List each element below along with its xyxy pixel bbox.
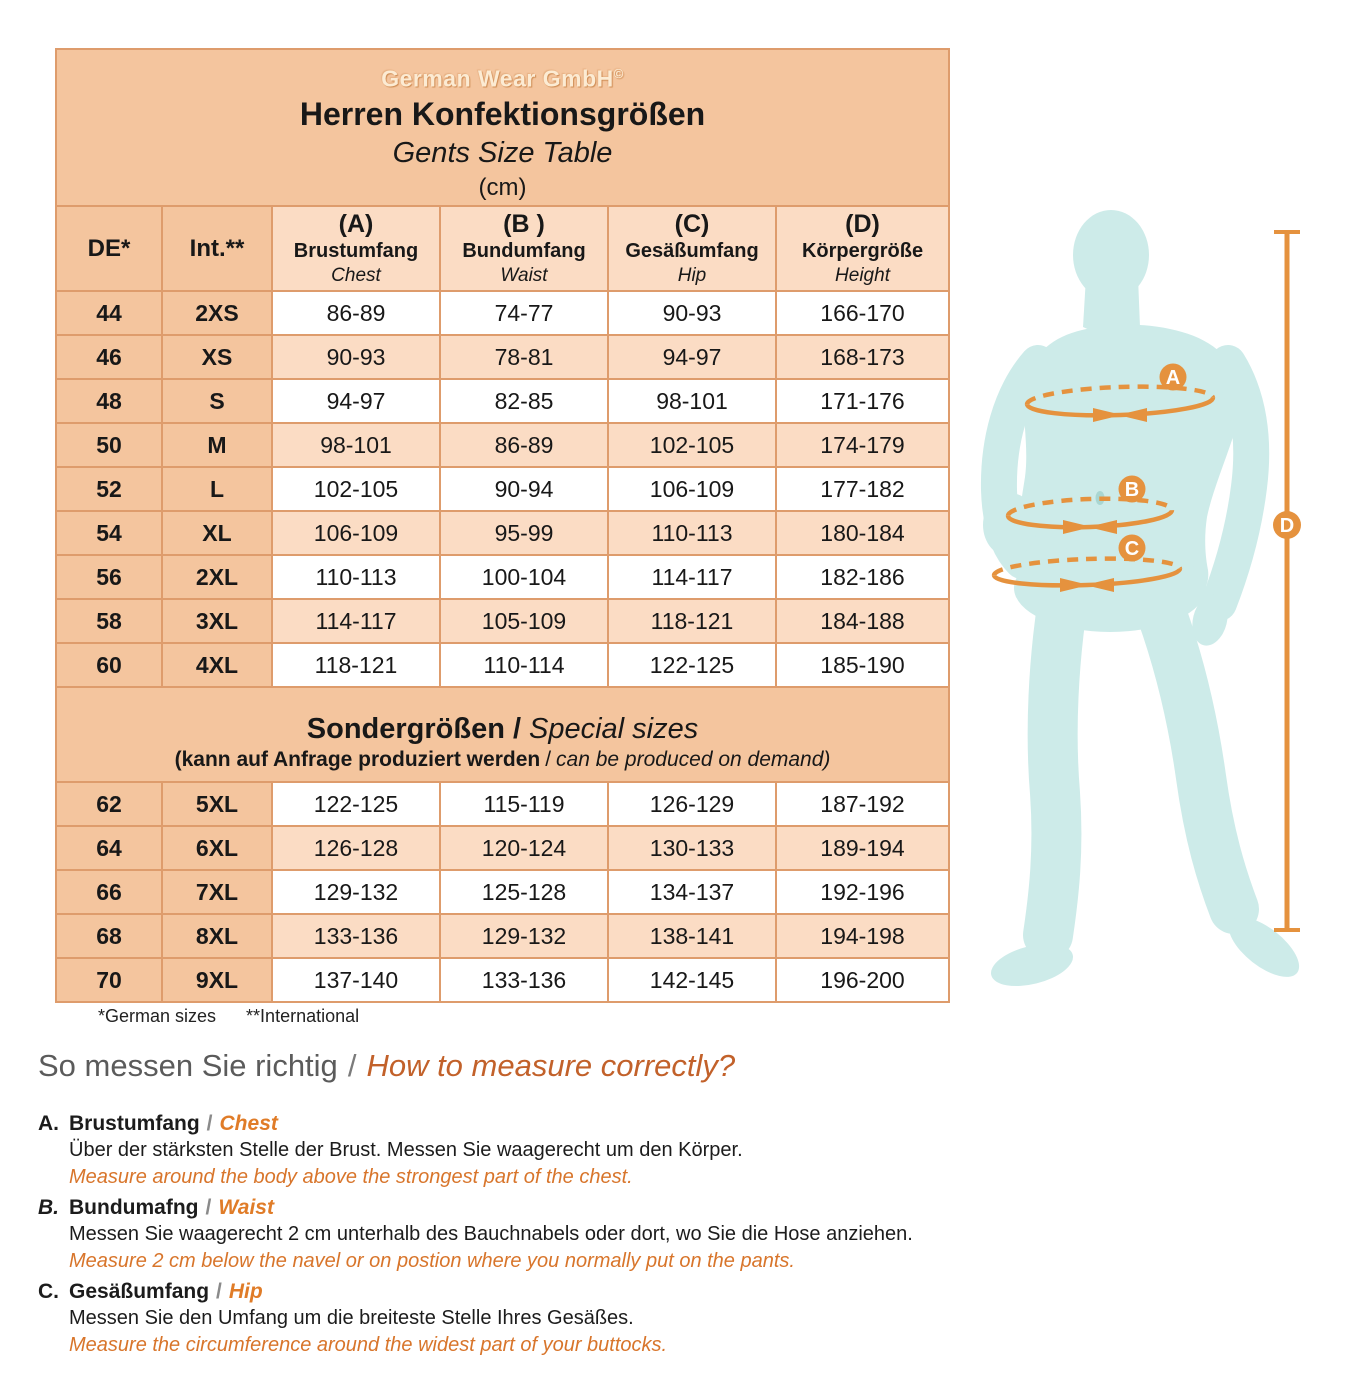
measure-item-desc-en: Measure around the body above the strongest part of the chest. bbox=[69, 1166, 633, 1188]
height-cell: 182-186 bbox=[776, 555, 949, 599]
waist-cell: 115-119 bbox=[440, 782, 608, 826]
chest-cell: 129-132 bbox=[272, 870, 440, 914]
table-row bbox=[56, 423, 949, 467]
special-sizes-title: Sondergrößen / Special sizes bbox=[306, 713, 699, 745]
int-size-cell: XL bbox=[162, 511, 272, 555]
measure-item-desc-de: Messen Sie waagerecht 2 cm unterhalb des Bauchnabels oder dort, wo Sie die Hose anziehen. bbox=[69, 1223, 913, 1245]
hip-cell: 98-101 bbox=[608, 379, 776, 423]
table-row bbox=[56, 826, 949, 870]
hip-cell: 138-141 bbox=[608, 914, 776, 958]
col-header-height: (D) Körpergröße Height bbox=[776, 206, 949, 291]
special-sizes-band bbox=[56, 687, 949, 782]
table-row bbox=[56, 643, 949, 687]
table-footnote bbox=[98, 1006, 389, 1027]
waist-cell: 129-132 bbox=[440, 914, 608, 958]
measure-items bbox=[38, 1110, 1218, 1359]
table-row bbox=[56, 511, 949, 555]
chest-cell: 122-125 bbox=[272, 782, 440, 826]
table-title-de: Herren Konfektionsgrößen bbox=[299, 96, 706, 133]
waist-cell: 105-109 bbox=[440, 599, 608, 643]
waist-cell: 133-136 bbox=[440, 958, 608, 1002]
height-cell: 168-173 bbox=[776, 335, 949, 379]
special-sizes-note: (kann auf Anfrage produziert werden / can be produced on demand) bbox=[174, 748, 831, 771]
measure-item-desc-de: Über der stärksten Stelle der Brust. Messen Sie waagerecht um den Körper. bbox=[69, 1139, 743, 1161]
marker-a-label: A bbox=[1165, 367, 1181, 389]
body-measurement-diagram bbox=[950, 195, 1348, 1015]
table-row bbox=[56, 782, 949, 826]
column-header-row bbox=[56, 206, 949, 291]
height-cell: 185-190 bbox=[776, 643, 949, 687]
col-header-de: DE* bbox=[56, 206, 162, 291]
marker-b-label: B bbox=[1124, 479, 1140, 501]
chest-cell: 90-93 bbox=[272, 335, 440, 379]
height-cell: 189-194 bbox=[776, 826, 949, 870]
hip-cell: 110-113 bbox=[608, 511, 776, 555]
footnote-german-sizes: *German sizes bbox=[98, 1006, 217, 1026]
hip-cell: 102-105 bbox=[608, 423, 776, 467]
chest-cell: 98-101 bbox=[272, 423, 440, 467]
body-figure-svg bbox=[950, 195, 1348, 1015]
chest-cell: 114-117 bbox=[272, 599, 440, 643]
hip-cell: 142-145 bbox=[608, 958, 776, 1002]
int-size-cell: 2XL bbox=[162, 555, 272, 599]
body-silhouette bbox=[983, 210, 1309, 994]
size-table bbox=[55, 48, 950, 1003]
measure-item bbox=[38, 1110, 1218, 1191]
table-row bbox=[56, 555, 949, 599]
int-size-cell: 6XL bbox=[162, 826, 272, 870]
hip-cell: 126-129 bbox=[608, 782, 776, 826]
measure-item-label: B. Bundumafng / Waist bbox=[38, 1196, 274, 1219]
measure-item-desc-en: Measure the circumference around the widest part of your buttocks. bbox=[69, 1334, 668, 1356]
de-size-cell: 50 bbox=[56, 423, 162, 467]
de-size-cell: 66 bbox=[56, 870, 162, 914]
col-header-hip: (C) Gesäßumfang Hip bbox=[608, 206, 776, 291]
footnote-international: **International bbox=[246, 1006, 360, 1026]
waist-cell: 78-81 bbox=[440, 335, 608, 379]
de-size-cell: 60 bbox=[56, 643, 162, 687]
height-cell: 174-179 bbox=[776, 423, 949, 467]
int-size-cell: 3XL bbox=[162, 599, 272, 643]
chest-cell: 137-140 bbox=[272, 958, 440, 1002]
waist-cell: 100-104 bbox=[440, 555, 608, 599]
measure-item bbox=[38, 1194, 1218, 1275]
table-row bbox=[56, 958, 949, 1002]
int-size-cell: L bbox=[162, 467, 272, 511]
int-size-cell: M bbox=[162, 423, 272, 467]
table-row bbox=[56, 599, 949, 643]
hip-cell: 130-133 bbox=[608, 826, 776, 870]
chest-cell: 133-136 bbox=[272, 914, 440, 958]
de-size-cell: 70 bbox=[56, 958, 162, 1002]
chest-cell: 118-121 bbox=[272, 643, 440, 687]
waist-cell: 95-99 bbox=[440, 511, 608, 555]
table-row bbox=[56, 379, 949, 423]
waist-cell: 74-77 bbox=[440, 291, 608, 335]
measure-section bbox=[38, 1048, 1218, 1362]
waist-cell: 125-128 bbox=[440, 870, 608, 914]
int-size-cell: 8XL bbox=[162, 914, 272, 958]
int-size-cell: XS bbox=[162, 335, 272, 379]
measure-item-label: C. Gesäßumfang / Hip bbox=[38, 1280, 263, 1303]
table-row bbox=[56, 870, 949, 914]
hip-cell: 94-97 bbox=[608, 335, 776, 379]
int-size-cell: 4XL bbox=[162, 643, 272, 687]
chest-cell: 86-89 bbox=[272, 291, 440, 335]
waist-cell: 90-94 bbox=[440, 467, 608, 511]
de-size-cell: 62 bbox=[56, 782, 162, 826]
col-header-chest: (A) Brustumfang Chest bbox=[272, 206, 440, 291]
de-size-cell: 54 bbox=[56, 511, 162, 555]
height-cell: 177-182 bbox=[776, 467, 949, 511]
unit-label: (cm) bbox=[478, 174, 527, 202]
height-cell: 187-192 bbox=[776, 782, 949, 826]
height-cell: 192-196 bbox=[776, 870, 949, 914]
waist-cell: 86-89 bbox=[440, 423, 608, 467]
int-size-cell: 5XL bbox=[162, 782, 272, 826]
de-size-cell: 52 bbox=[56, 467, 162, 511]
int-size-cell: 2XS bbox=[162, 291, 272, 335]
waist-cell: 120-124 bbox=[440, 826, 608, 870]
measure-item bbox=[38, 1278, 1218, 1359]
int-size-cell: 9XL bbox=[162, 958, 272, 1002]
measure-item-desc-en: Measure 2 cm below the navel or on postion where you normally put on the pants. bbox=[69, 1250, 795, 1272]
hip-cell: 90-93 bbox=[608, 291, 776, 335]
hip-cell: 118-121 bbox=[608, 599, 776, 643]
height-cell: 184-188 bbox=[776, 599, 949, 643]
table-row bbox=[56, 914, 949, 958]
height-cell: 166-170 bbox=[776, 291, 949, 335]
de-size-cell: 58 bbox=[56, 599, 162, 643]
table-row bbox=[56, 335, 949, 379]
chest-cell: 126-128 bbox=[272, 826, 440, 870]
chest-cell: 102-105 bbox=[272, 467, 440, 511]
measure-item-desc-de: Messen Sie den Umfang um die breiteste Stelle Ihres Gesäßes. bbox=[69, 1307, 634, 1329]
table-title-en: Gents Size Table bbox=[392, 137, 613, 170]
waist-cell: 82-85 bbox=[440, 379, 608, 423]
standard-sizes-body bbox=[56, 291, 949, 687]
height-cell: 171-176 bbox=[776, 379, 949, 423]
special-sizes-body bbox=[56, 782, 949, 1002]
height-cell: 194-198 bbox=[776, 914, 949, 958]
chest-cell: 110-113 bbox=[272, 555, 440, 599]
hip-cell: 134-137 bbox=[608, 870, 776, 914]
col-header-waist: (B ) Bundumfang Waist bbox=[440, 206, 608, 291]
height-cell: 196-200 bbox=[776, 958, 949, 1002]
height-cell: 180-184 bbox=[776, 511, 949, 555]
de-size-cell: 46 bbox=[56, 335, 162, 379]
hip-cell: 106-109 bbox=[608, 467, 776, 511]
hip-cell: 122-125 bbox=[608, 643, 776, 687]
measure-item-label: A. Brustumfang / Chest bbox=[38, 1112, 278, 1135]
de-size-cell: 44 bbox=[56, 291, 162, 335]
table-row bbox=[56, 467, 949, 511]
hip-cell: 114-117 bbox=[608, 555, 776, 599]
brand-name: German Wear GmbH© bbox=[381, 65, 624, 92]
chest-cell: 94-97 bbox=[272, 379, 440, 423]
int-size-cell: 7XL bbox=[162, 870, 272, 914]
int-size-cell: S bbox=[162, 379, 272, 423]
measure-section-title: So messen Sie richtig / How to measure correctly? bbox=[38, 1048, 736, 1083]
marker-c-label: C bbox=[1124, 538, 1140, 560]
table-row bbox=[56, 291, 949, 335]
table-title-band bbox=[56, 49, 949, 206]
de-size-cell: 64 bbox=[56, 826, 162, 870]
de-size-cell: 68 bbox=[56, 914, 162, 958]
copyright-mark: © bbox=[613, 65, 624, 81]
waist-cell: 110-114 bbox=[440, 643, 608, 687]
de-size-cell: 48 bbox=[56, 379, 162, 423]
marker-d-label: D bbox=[1279, 515, 1295, 537]
de-size-cell: 56 bbox=[56, 555, 162, 599]
col-header-int: Int.** bbox=[162, 206, 272, 291]
chest-cell: 106-109 bbox=[272, 511, 440, 555]
